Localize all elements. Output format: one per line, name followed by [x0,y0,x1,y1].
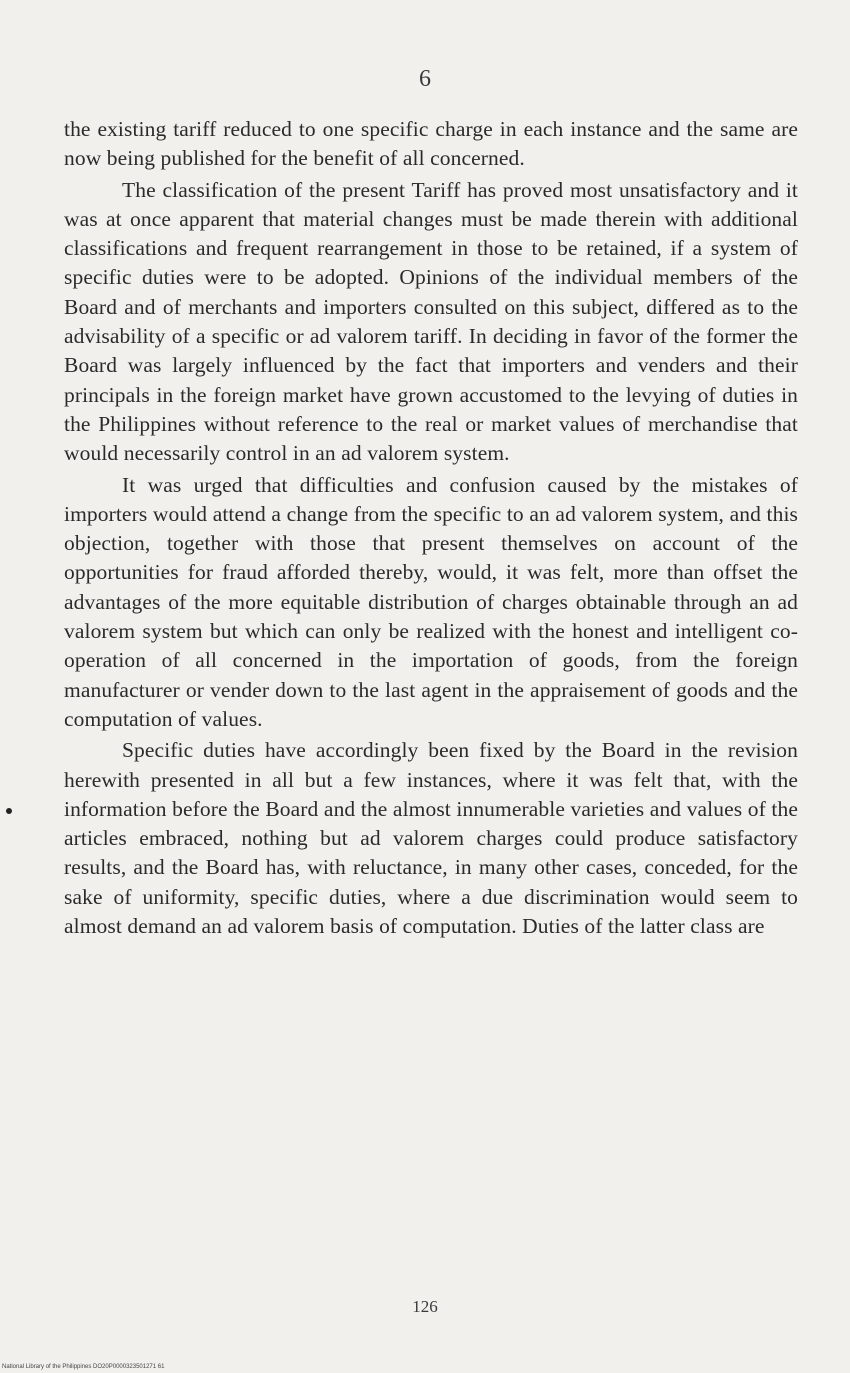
paragraph-specific-duties: Specific duties have accordingly been fixed by the Board in the revision herewith presented in all but a few instances, where it was felt that, with the information before the Board and the almost innumerable varieties and values of the articles embraced, nothing but ad valorem charges could produce satisfactory results, and the Board has, with reluctance, in many other cases, conceded, for the sake of uniformity, specific duties, where a due discrimination would seem to almost demand an ad valorem basis of computation. Duties of the latter class are [64,738,798,939]
page-number: 6 [419,66,431,92]
document-body [64,115,798,941]
paragraph-continuation: the existing tariff reduced to one specific charge in each instance and the same are now being published for the benefit of all concerned. [64,117,798,171]
paragraph-classification: The classification of the present Tariff has proved most unsatisfactory and it was at once apparent that material changes must be made therein with additional classifications and frequent rearrangement in those to be retained, if a system of specific duties were to be adopted. Opinions of the individual members of the Board and of merchants and importers consulted on this subject, differed as to the advisability of a specific or ad valorem tariff. In deciding in favor of the former the Board was largely influenced by the fact that importers and venders and their principals in the foreign market have grown accustomed to the levying of duties in the Philippines without reference to the real or market values of merchandise that would necessarily control in an ad valorem system. [64,177,798,466]
footer-credit: National Library of the Philippines DO20P0000323501271 61 [2,1364,165,1370]
paragraph-objection: It was urged that difficulties and confusion caused by the mistakes of importers would attend a change from the specific to an ad valorem system, and this objection, together with those that present themselves on account of the opportunities for fraud afforded thereby, would, it was felt, more than offset the advantages of the more equitable distribution of charges obtainable through an ad valorem system but which can only be realized with the honest and intelligent co-operation of all concerned in the importation of goods, from the foreign manufacturer or vender down to the last agent in the appraisement of goods and the computation of values. [64,472,798,731]
printer-signature: 126 [412,1297,438,1316]
margin-mark [6,808,12,814]
